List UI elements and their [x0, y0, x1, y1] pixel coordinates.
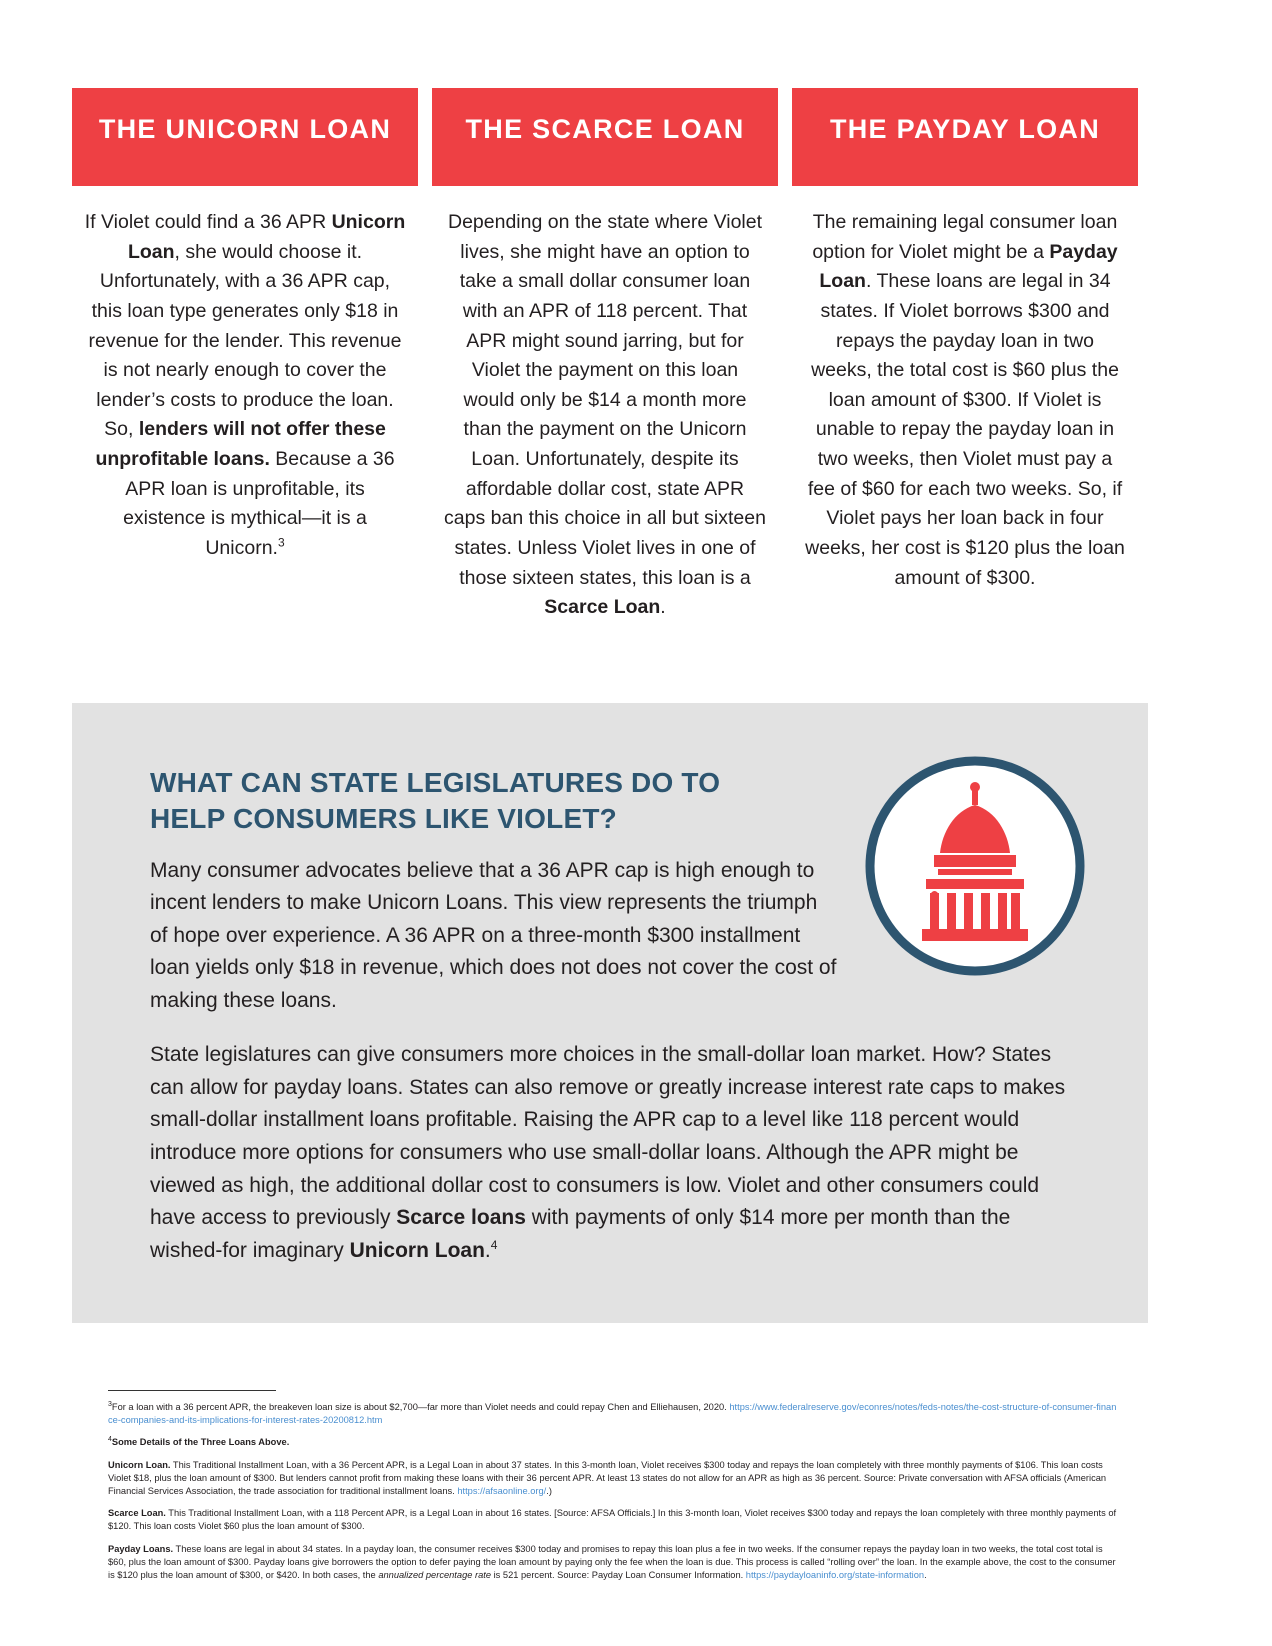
- footnote-4-payday: Payday Loans. These loans are legal in about 34 states. In a payday loan, the consumer receives $300 today and promises to repay this loan plus a fee in two weeks. If the consumer repays the payday loan in two weeks, the total cost total is $60, plus the loan amount of $300. Payday loans give borrowers the option to defer paying the loan amount by paying only the fee when the loan is due. This process is called “rolling over” the loan. In the example above, the cost to the consumer is $120 plus the loan amount of $300, or $420. In both cases, the annualized percentage rate is 521 percent. Source: Payday Loan Consumer Information. https://paydayloaninfo.org/state-information.: [108, 1543, 1116, 1580]
- footnote-divider: [108, 1390, 276, 1391]
- panel-paragraph-1: Many consumer advocates believe that a 36 APR cap is high enough to incent lenders to make Unicorn Loans. This view represents the triumph of hope over experience. A 36 APR on a three-month $300 installment loan yields only $18 in revenue, which does not does not cover the cost of making these loans.: [150, 858, 837, 1012]
- loan-column-body: The remaining legal consumer loan option for Violet might be a Payday Loan. These loans are legal in 34 states. If Violet borrows $300 and repays the payday loan in two weeks, the total cost is $60 plus the loan amount of $300. If Violet is unable to repay the payday loan in two weeks, then Violet must pay a fee of $60 for each two weeks. So, if Violet pays her loan back in four weeks, her cost is $120 plus the loan amount of $300.: [805, 211, 1125, 589]
- footnote-3: $^3$For a loan with a 36 percent APR, the breakeven loan size is about $2,700—far more than Violet needs and could repay Chen and Elliehausen, 2020. https://www.federalreserve.gov/econres/notes/feds-notes/the-cost-structure-of-consumer-finance-companies-and-its-implications-for-interest-rates-20200812.htm: [108, 1400, 1117, 1426]
- loan-column-scarce: [432, 88, 778, 623]
- legislature-panel: [72, 703, 1148, 1323]
- loan-column-title: THE SCARCE LOAN: [432, 88, 778, 186]
- panel-title: WHAT CAN STATE LEGISLATURES DO TO HELP CONSUMERS LIKE VIOLET?: [150, 767, 721, 834]
- footnote-4-title: $^4$Some Details of the Three Loans Above.: [108, 1436, 290, 1448]
- loan-column-title: THE PAYDAY LOAN: [792, 88, 1138, 186]
- capitol-dome-icon: [864, 755, 1086, 977]
- loan-column-title: THE UNICORN LOAN: [72, 88, 418, 186]
- loan-column-body: If Violet could find a 36 APR Unicorn Loan, she would choose it. Unfortunately, with a 36 APR cap, this loan type generates only $18 in revenue for the lender. This revenue is not nearly enough to cover the lender’s costs to produce the loan. So, lenders will not offer these unprofitable loans. Because a 36 APR loan is unprofitable, its existence is mythical—it is a Unicorn.$^3$: [84, 211, 406, 559]
- loan-columns: [72, 88, 1200, 623]
- loan-column-payday: [792, 88, 1138, 623]
- footnote-4-unicorn: Unicorn Loan. This Traditional Installment Loan, with a 36 Percent APR, is a Legal Loan in about 37 states. In this 3-month loan, Violet receives $300 today and repays the loan completely with three monthly payments of $106. This loan costs Violet $18, plus the loan amount of $300. But lenders cannot profit from making these loans with their 36 percent APR. At least 13 states do not allow for an APR as high as 36 percent. Source: Private conversation with AFSA officials (American Financial Services Association, the trade association for traditional installment loans. https://afsaonline.org/.): [108, 1459, 1107, 1496]
- loan-column-body: Depending on the state where Violet lives, she might have an option to take a small dollar consumer loan with an APR of 118 percent. That APR might sound jarring, but for Violet the payment on this loan would only be $14 a month more than the payment on the Unicorn Loan. Unfortunately, despite its affordable dollar cost, state APR caps ban this choice in all but sixteen states. Unless Violet lives in one of those sixteen states, this loan is a Scarce Loan.: [444, 211, 766, 619]
- footnotes: [108, 1390, 1118, 1591]
- loan-column-unicorn: [72, 88, 418, 623]
- panel-paragraph-2: State legislatures can give consumers more choices in the small-dollar loan market. How? States can allow for payday loans. States can also remove or greatly increase interest rate caps to makes small-dollar installment loans profitable. Raising the APR cap to a level like 118 percent would introduce more options for consumers who use small-dollar loans. Although the APR might be viewed as high, the additional dollar cost to consumers is low. Violet and other consumers could have access to previously Scarce loans with payments of only $14 more per month than the wished-for imaginary Unicorn Loan.$^4$: [150, 1043, 1066, 1262]
- footnote-4-scarce: Scarce Loan. This Traditional Installment Loan, with a 118 Percent APR, is a Legal Loan in about 16 states. [Source: AFSA Officials.] In this 3-month loan, Violet receives $300 today and repays the loan completely with three monthly payments of $120. This loan costs Violet $60 plus the loan amount of $300.: [108, 1508, 1117, 1532]
